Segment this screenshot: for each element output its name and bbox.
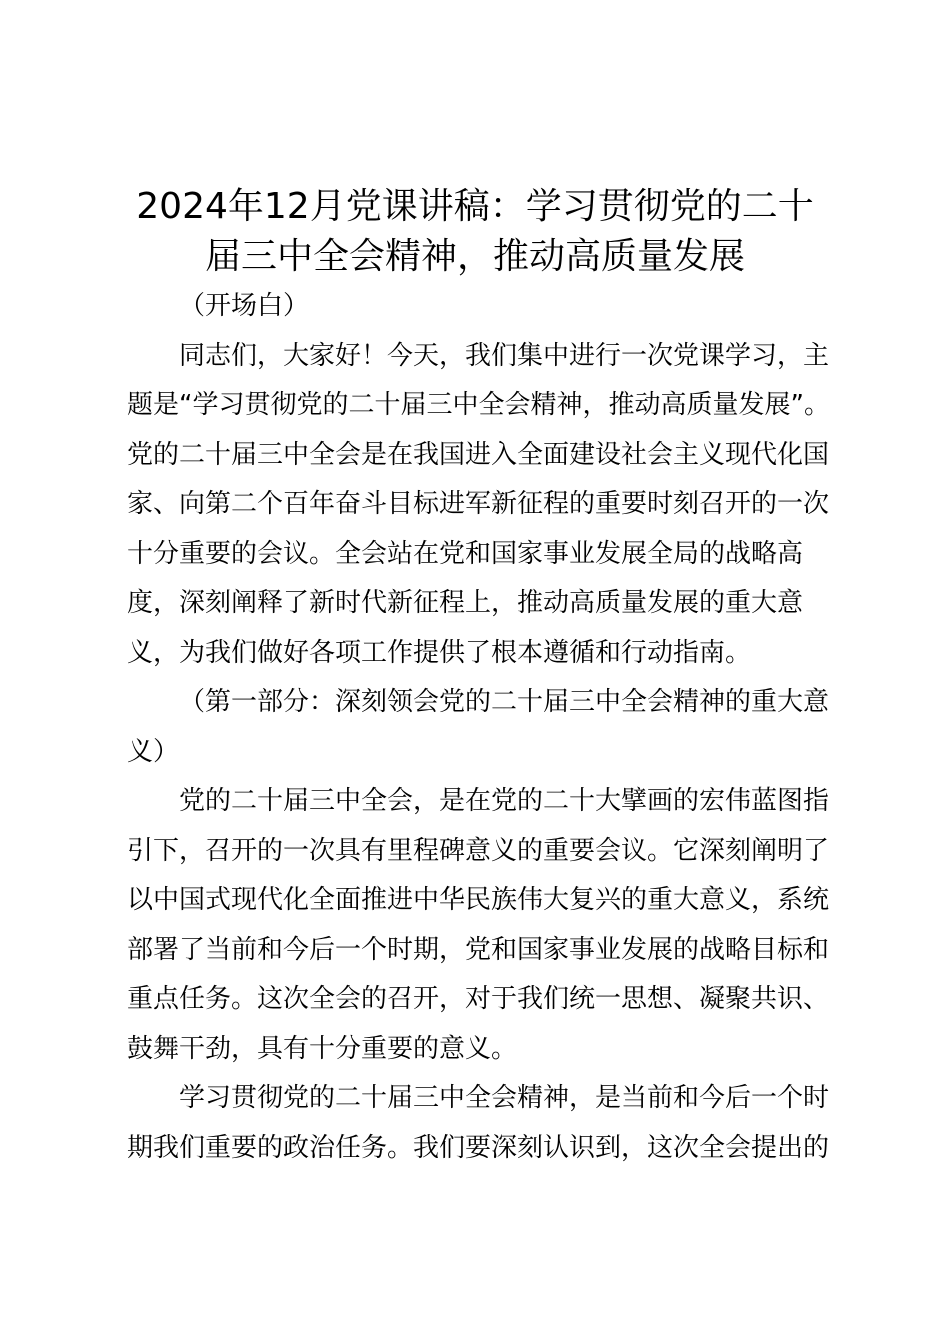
title-line-2: 届三中全会精神，推动高质量发展 [204,236,745,277]
paragraph-opening: 同志们，大家好！今天，我们集中进行一次党课学习，主题是“学习贯彻党的二十届三中全会精神，推动高质量发展”。党的二十届三中全会是在我国进入全面建设社会主义现代化国家、向第二个百年奋斗目标进军新征程的重要时刻召开的一次十分重要的会议。全会站在党和国家事业发展全局的战略高度，深刻阐释了新时代新征程上，推动高质量发展的重大意义，为我们做好各项工作提供了根本遵循和行动指南。 [127,340,830,668]
paragraph-task: 学习贯彻党的二十届三中全会精神，是当前和今后一个时期我们重要的政治任务。我们要深刻认识到，这次全会提出的 [127,1083,830,1163]
opening-heading: （开场白） [179,291,310,321]
document-title [60,182,890,282]
document-body [127,282,837,1173]
title-line-1: 2024年12月党课讲稿：学习贯彻党的二十 [136,186,814,227]
paragraph-section-one: 党的二十届三中全会，是在党的二十大擘画的宏伟蓝图指引下，召开的一次具有里程碑意义的重要会议。它深刻阐明了以中国式现代化全面推进中华民族伟大复兴的重大意义，系统部署了当前和今后一个时期，党和国家事业发展的战略目标和重点任务。这次全会的召开，对于我们统一思想、凝聚共识、鼓舞干劲，具有十分重要的意义。 [127,786,830,1064]
section-one-heading: （第一部分：深刻领会党的二十届三中全会精神的重大意义） [127,687,830,767]
